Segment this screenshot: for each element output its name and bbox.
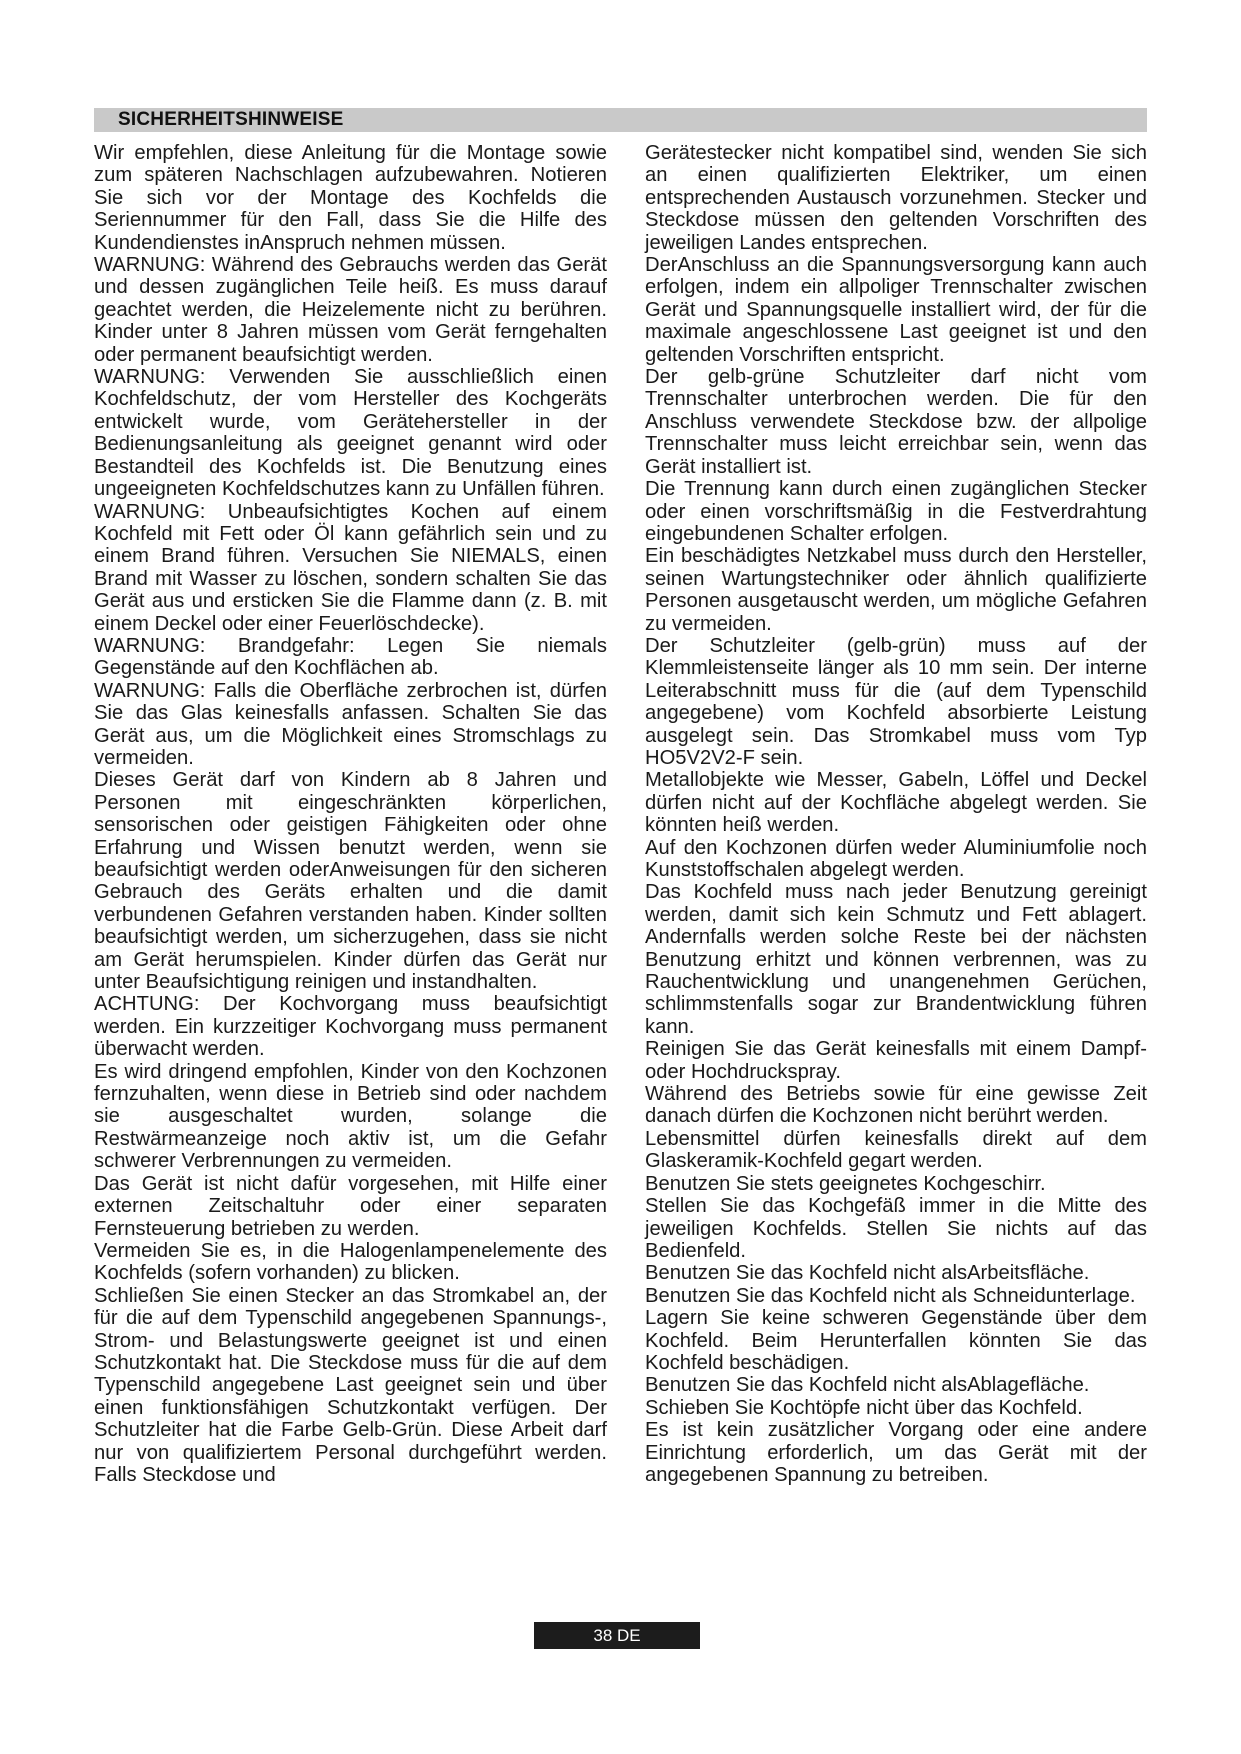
paragraph: Schließen Sie einen Stecker an das Stromkabel an, der für die auf dem Typenschild angegebenen Spannungs-, Strom- und Belastungswerte geeignet ist und einen Schutzkontakt hat. Die Steckdose muss für die auf dem Typenschild angegebene Last geeignet sein und über einen funktionsfähigen Schutzkontakt verfügen. Der Schutzleiter hat die Farbe Gelb-Grün. Diese Arbeit darf nur von qualifiziertem Personal durchgeführt werden. Falls Steckdose und [94, 1284, 607, 1486]
paragraph: Ein beschädigtes Netzkabel muss durch den Hersteller, seinen Wartungstechniker oder ähnlich qualifizierte Personen ausgetauscht werden, um mögliche Gefahren zu vermeiden. [645, 545, 1147, 635]
right-text-column [645, 142, 1147, 1486]
paragraph: Auf den Kochzonen dürfen weder Aluminiumfolie noch Kunststoffschalen abgelegt werden. [645, 836, 1147, 881]
paragraph: Während des Betriebs sowie für eine gewisse Zeit danach dürfen die Kochzonen nicht berührt werden. [645, 1083, 1147, 1128]
paragraph: WARNUNG: Während des Gebrauchs werden das Gerät und dessen zugänglichen Teile heiß. Es muss darauf geachtet werden, die Heizelemente nicht zu berühren. Kinder unter 8 Jahren müssen vom Gerät ferngehalten oder permanent beaufsichtigt werden. [94, 254, 607, 366]
paragraph: WARNUNG: Verwenden Sie ausschließlich einen Kochfeldschutz, der vom Hersteller des Kochgeräts entwickelt wurde, vom Gerätehersteller in der Bedienungsanleitung als geeignet genannt wird oder Bestandteil des Kochfelds ist. Die Benutzung eines ungeeigneten Kochfeldschutzes kann zu Unfällen führen. [94, 366, 607, 501]
section-header-bar [94, 108, 1147, 132]
paragraph: Der gelb-grüne Schutzleiter darf nicht vom Trennschalter unterbrochen werden. Die für den Anschluss verwendete Steckdose bzw. der allpolige Trennschalter muss leicht erreichbar sein, wenn das Gerät installiert ist. [645, 366, 1147, 478]
paragraph: Reinigen Sie das Gerät keinesfalls mit einem Dampf- oder Hochdruckspray. [645, 1038, 1147, 1083]
paragraph: Der Schutzleiter (gelb-grün) muss auf der Klemmleistenseite länger als 10 mm sein. Der interne Leiterabschnitt muss für die (auf dem Typenschild angegebene) vom Kochfeld absorbierte Leistung ausgelegt sein. Das Stromkabel muss vom Typ HO5V2V2-F sein. [645, 634, 1147, 769]
paragraph: Benutzen Sie das Kochfeld nicht alsArbeitsfläche. [645, 1262, 1090, 1285]
paragraph: Es wird dringend empfohlen, Kinder von den Kochzonen fernzuhalten, wenn diese in Betrieb sind oder nachdem sie ausgeschaltet wurden, solange die Restwärmeanzeige noch aktiv ist, um die Gefahr schwerer Verbrennungen zu vermeiden. [94, 1060, 607, 1173]
paragraph: Das Kochfeld muss nach jeder Benutzung gereinigt werden, damit sich kein Schmutz und Fett ablagert. Andernfalls werden solche Reste bei der nächsten Benutzung erhitzt und können verbrennen, was zu Rauchentwicklung und unangenehmen Gerüchen, schlimmstenfalls sogar zur Brandentwicklung führen kann. [645, 881, 1147, 1038]
page-number-badge: 38 DE [534, 1622, 700, 1649]
paragraph: DerAnschluss an die Spannungsversorgung kann auch erfolgen, indem ein allpoliger Trennschalter zwischen Gerät und Spannungsquelle installiert wird, der für die maximale angeschlossene Last geeignet ist und den geltenden Vorschriften entspricht. [645, 254, 1147, 366]
paragraph: Wir empfehlen, diese Anleitung für die Montage sowie zum späteren Nachschlagen aufzubewahren. Notieren Sie sich vor der Montage des Kochfelds die Seriennummer für den Fall, dass Sie die Hilfe des Kundendienstes inAnspruch nehmen müssen. [94, 142, 607, 254]
paragraph: Benutzen Sie das Kochfeld nicht alsAblagefläche. [645, 1374, 1090, 1397]
section-title: SICHERHEITSHINWEISE [118, 109, 344, 130]
paragraph: Metallobjekte wie Messer, Gabeln, Löffel und Deckel dürfen nicht auf der Kochfläche abgelegt werden. Sie könnten heiß werden. [645, 769, 1147, 837]
paragraph: Lagern Sie keine schweren Gegenstände über dem Kochfeld. Beim Herunterfallen könnten Sie das Kochfeld beschädigen. [645, 1307, 1147, 1374]
paragraph: WARNUNG: Unbeaufsichtigtes Kochen auf einem Kochfeld mit Fett oder Öl kann gefährlich sein und zu einem Brand führen. Versuchen Sie NIEMALS, einen Brand mit Wasser zu löschen, sondern schalten Sie das Gerät aus und ersticken Sie die Flamme dann (z. B. mit einem Deckel oder einer Feuerlöschdecke). [94, 500, 607, 635]
paragraph: Dieses Gerät darf von Kindern ab 8 Jahren und Personen mit eingeschränkten körperlichen, sensorischen oder geistigen Fähigkeiten oder ohne Erfahrung und Wissen benutzt werden, wenn sie beaufsichtigt werden oderAnweisungen für den sicheren Gebrauch des Geräts erhalten und die damit verbundenen Gefahren verstanden haben. Kinder sollten beaufsichtigt werden, um sicherzugehen, dass sie nicht am Gerät herumspielen. Kinder dürfen das Gerät nur unter Beaufsichtigung reinigen und instandhalten. [94, 769, 607, 994]
paragraph: Benutzen Sie das Kochfeld nicht als Schneidunterlage. [645, 1284, 1136, 1307]
paragraph: Benutzen Sie stets geeignetes Kochgeschirr. [645, 1172, 1046, 1195]
paragraph: Schieben Sie Kochtöpfe nicht über das Kochfeld. [645, 1396, 1083, 1419]
paragraph: Gerätestecker nicht kompatibel sind, wenden Sie sich an einen qualifizierten Elektriker, um einen entsprechenden Austausch vorzunehmen. Stecker und Steckdose müssen den geltenden Vorschriften des jeweiligen Landes entsprechen. [645, 142, 1147, 254]
paragraph: Das Gerät ist nicht dafür vorgesehen, mit Hilfe einer externen Zeitschaltuhr oder einer separaten Fernsteuerung betrieben zu werden. [94, 1172, 607, 1240]
left-text-column [94, 142, 607, 1486]
paragraph: Die Trennung kann durch einen zugänglichen Stecker oder einen vorschriftsmäßig in die Festverdrahtung eingebundenen Schalter erfolgen. [645, 478, 1147, 545]
paragraph: Lebensmittel dürfen keinesfalls direkt auf dem Glaskeramik-Kochfeld gegart werden. [645, 1127, 1147, 1173]
paragraph: Vermeiden Sie es, in die Halogenlampenelemente des Kochfelds (sofern vorhanden) zu blicken. [94, 1239, 607, 1285]
paragraph: WARNUNG: Falls die Oberfläche zerbrochen ist, dürfen Sie das Glas keinesfalls anfassen. Schalten Sie das Gerät aus, um die Möglichkeit eines Stromschlags zu vermeiden. [94, 679, 607, 769]
paragraph: Es ist kein zusätzlicher Vorgang oder eine andere Einrichtung erforderlich, um das Gerät mit der angegebenen Spannung zu betreiben. [645, 1419, 1147, 1486]
paragraph: ACHTUNG: Der Kochvorgang muss beaufsichtigt werden. Ein kurzzeitiger Kochvorgang muss permanent überwacht werden. [94, 993, 607, 1061]
paragraph: Stellen Sie das Kochgefäß immer in die Mitte des jeweiligen Kochfelds. Stellen Sie nichts auf das Bedienfeld. [645, 1195, 1147, 1262]
paragraph: WARNUNG: Brandgefahr: Legen Sie niemals Gegenstände auf den Kochflächen ab. [94, 634, 607, 680]
